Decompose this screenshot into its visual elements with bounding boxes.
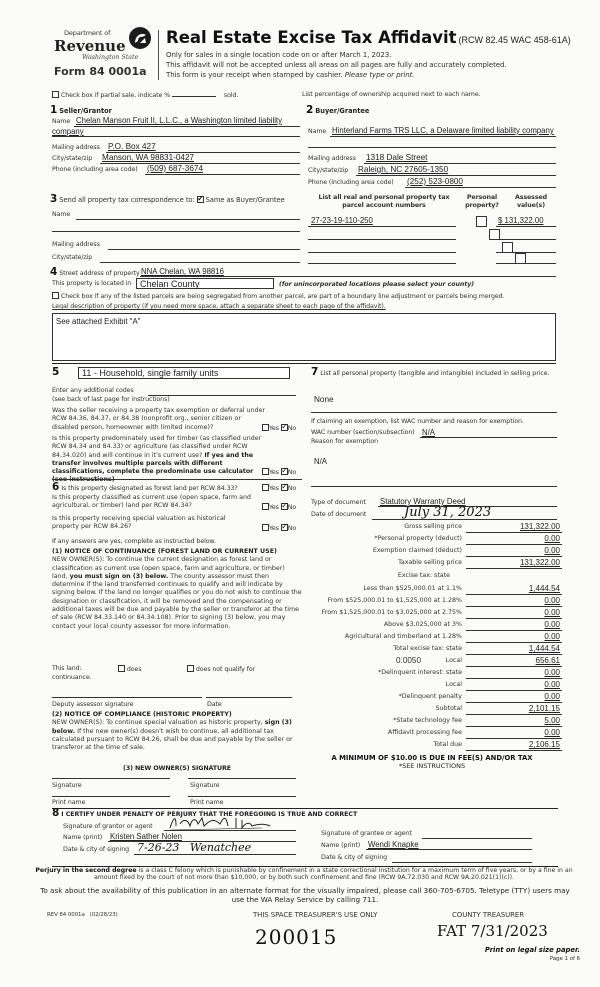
- exemption-claimed-row: Exemption claimed (deduct) 0.00: [372, 546, 560, 555]
- reason-label: Reason for exemption: [311, 438, 378, 445]
- property-street-row: 4 Street address of property: [50, 266, 140, 278]
- page-title: Real Estate Excise Tax Affidavit: [166, 28, 457, 47]
- seller-city-value[interactable]: Manson, WA 98831-0427: [102, 153, 195, 162]
- exemption-note: If claiming an exemption, list WAC number and reason for exemption.: [311, 418, 524, 425]
- delinquent-penalty-value[interactable]: 0.00: [544, 692, 560, 701]
- does-qualify-checkbox[interactable]: [118, 665, 125, 672]
- affidavit-processing-fee-row: Affidavit processing fee 0.00: [387, 728, 560, 737]
- personal-property-deduct-value[interactable]: 0.00: [544, 534, 560, 543]
- partial-sale-percent-field[interactable]: [172, 96, 216, 97]
- forest-q2: Is this property classified as current use (open space, farm and agricultural, or timber) land per RCW 84.34?: [52, 494, 251, 510]
- property-street-value[interactable]: NNA Chelan, WA 98816: [141, 267, 224, 276]
- forest-q3: Is this property receiving special valuation as historical property per RCW 84.26?: [52, 515, 226, 531]
- timber-yes-checkbox[interactable]: [262, 468, 269, 475]
- timber-no-checkbox[interactable]: [281, 468, 288, 475]
- this-land-label: This land:: [52, 665, 82, 672]
- logo-swirl-icon: [128, 26, 152, 50]
- deputy-date-field[interactable]: [206, 697, 292, 698]
- owner-signature-1-label: Signature: [52, 782, 82, 789]
- grantee-date-label: Date & city of signing: [321, 854, 387, 861]
- forest-yes-checkbox[interactable]: [262, 484, 269, 491]
- revision-label: REV 84 0001a (02/28/23): [47, 912, 118, 918]
- parcel-number-2[interactable]: [308, 239, 456, 240]
- forest-q1-row: 6 Is this property designated as forest land per RCW 84.33?: [52, 481, 238, 493]
- deputy-date-label: Date: [207, 701, 222, 708]
- receipt-number: 200015: [255, 925, 338, 949]
- doc-date-value[interactable]: July 31, 2023: [404, 505, 492, 520]
- buyer-mailing-label: Mailing address: [308, 155, 356, 162]
- owner-print-2-label: Print name: [190, 799, 224, 806]
- assessed-value-4[interactable]: [496, 263, 556, 264]
- exemption-yes-no: Yes ✓ No: [262, 424, 296, 433]
- total-due-value[interactable]: 2,106.15: [528, 740, 560, 749]
- accessibility-notice: To ask about the availability of this publication in an alternate format for the visually impaired, please call 360-705-6705. Teletype (TTY) users may use the WA Relay Service by calling 711.: [40, 886, 570, 904]
- seller-city-label: City/state/zip: [52, 155, 93, 162]
- correspondence-mailing-label: Mailing address: [52, 241, 100, 248]
- personal-property-heading: 7 List all personal property (tangible and intangible) included in selling price.: [311, 366, 550, 378]
- seller-name-value-2[interactable]: company: [52, 127, 84, 136]
- header-line-3: This form is your receipt when stamped by cashier. Please type or print.: [166, 70, 415, 79]
- assessed-value-2[interactable]: [496, 239, 556, 240]
- buyer-phone-label: Phone (including area code): [308, 179, 394, 186]
- owner-print-2-field[interactable]: [188, 796, 296, 797]
- forest-q2-yes-no: Yes ✓ No: [262, 503, 296, 512]
- state-technology-fee-value[interactable]: 5.00: [544, 716, 560, 725]
- segregated-checkbox[interactable]: [52, 292, 59, 299]
- agricultural-row: Agricultural and timberland at 1.28% 0.00: [344, 632, 560, 641]
- delinquent-interest-state-row: *Delinquent interest: state 0.00: [378, 668, 560, 677]
- additional-codes-label: Enter any additional codes: [52, 387, 134, 394]
- additional-codes-field[interactable]: [148, 395, 296, 396]
- buyer-mailing-value[interactable]: 1318 Dale Street: [366, 153, 428, 162]
- historic-yes-checkbox[interactable]: [262, 524, 269, 531]
- personal-property-deduct-row: *Personal property (deduct) 0.00: [374, 534, 560, 543]
- gross-selling-price-row: Gross selling price 131,322.00: [404, 522, 560, 531]
- land-use-code-select[interactable]: 11 - Household, single family units: [78, 367, 290, 379]
- grantee-signature-label: Signature of grantee or agent: [321, 830, 412, 837]
- buyer-city-value[interactable]: Raleigh, NC 27605-1350: [358, 165, 449, 174]
- treasurer-use-label: THIS SPACE TREASURER'S USE ONLY: [253, 911, 378, 919]
- delinquent-interest-local-value[interactable]: 0.00: [544, 680, 560, 689]
- legal-description-label: Legal description of property (if you need more space, attach a separate sheet to each page of the affidavit).: [52, 303, 386, 310]
- owner-print-1-label: Print name: [52, 799, 86, 806]
- assessed-value-3[interactable]: [496, 252, 556, 253]
- dor-logo: [50, 30, 160, 85]
- state-technology-fee-row: *State technology fee 5.00: [393, 716, 560, 725]
- segregated-row: Check box if any of the listed parcels are being segregated from another parcel, are part of a boundary line adjustment or parcels being merged.: [52, 292, 504, 301]
- seller-mailing-value[interactable]: P.O. Box 427: [108, 142, 156, 151]
- reason-value[interactable]: N/A: [314, 457, 327, 466]
- rate-4-row: Above $3,025,000 at 3% 0.00: [383, 620, 560, 629]
- grantee-name-label: Name (print): [321, 842, 361, 849]
- continuance-label: continuance.: [52, 674, 92, 681]
- county-treasurer-label: COUNTY TREASURER: [452, 911, 525, 919]
- delinquent-penalty-row: *Delinquent penalty 0.00: [398, 692, 560, 701]
- exemption-question: Was the seller receiving a property tax exemption or deferral under RCW 84.36, 84.37, or 84.38 (nonprofit org., senior citizen or disabled person, homeowner with limited income)?: [52, 407, 266, 431]
- use-code-num: 5: [52, 366, 60, 378]
- doc-date-label: Date of document: [311, 511, 367, 518]
- subtotal-value[interactable]: 2,101.15: [528, 704, 560, 713]
- treasurer-stamp: FAT 7/31/2023: [437, 922, 548, 940]
- grantor-signature-label: Signature of grantor or agent: [63, 823, 153, 830]
- timber-yes-no: Yes ✓ No: [262, 468, 296, 477]
- legal-description-field[interactable]: See attached Exhibit "A": [52, 313, 556, 361]
- grantee-signature-field[interactable]: [422, 838, 532, 839]
- correspondence-heading: 3 Send all property tax correspondence to: ✓ Same as Buyer/Grantee: [50, 193, 285, 206]
- gross-selling-price-value[interactable]: 131,322.00: [519, 522, 560, 531]
- title-ref: (RCW 82.45 WAC 458-61A): [458, 35, 571, 45]
- subtotal-row: Subtotal 2,101.15: [435, 704, 560, 713]
- rate-3-row: From $1,525,000.01 to $3,025,000 at 2.75% 0.00: [321, 608, 560, 617]
- rate-3-value[interactable]: 0.00: [544, 608, 560, 617]
- grantor-name-value[interactable]: Kristen Sather Nolen: [110, 832, 182, 841]
- seller-mailing-label: Mailing address: [52, 144, 100, 151]
- owner-signature-1-field[interactable]: [52, 778, 170, 779]
- local-rate: 0.0050: [396, 656, 422, 665]
- see-instructions-note: *SEE INSTRUCTIONS: [398, 762, 466, 770]
- correspondence-city-field[interactable]: [100, 262, 300, 263]
- forest-q3-yes-no: Yes ✓ No: [262, 524, 296, 533]
- seller-phone-label: Phone (including area code): [52, 166, 138, 173]
- same-as-buyer-checkbox[interactable]: [197, 196, 204, 203]
- delinquent-interest-state-value[interactable]: 0.00: [544, 668, 560, 677]
- does-not-qualify-checkbox[interactable]: [187, 665, 194, 672]
- assessed-value-1[interactable]: $ 131,322.00: [498, 216, 544, 225]
- personal-property-checkbox-1[interactable]: [476, 216, 487, 227]
- form-number: Form 84 0001a: [54, 65, 147, 78]
- buyer-name-label: Name: [308, 128, 327, 135]
- forest-note: If any answers are yes, complete as instructed below.: [52, 538, 216, 545]
- seller-name-label: Name: [52, 118, 71, 125]
- parcel-number-1[interactable]: 27-23-19-110-250: [311, 216, 373, 225]
- total-due-row: Total due 2,106.15: [433, 740, 560, 749]
- partial-sale-checkbox[interactable]: [52, 91, 59, 98]
- located-label: This property is located in: [52, 280, 132, 287]
- personal-property-value[interactable]: None: [314, 395, 334, 404]
- current-use-no-checkbox[interactable]: [281, 503, 288, 510]
- personal-col-header: Personal property?: [465, 194, 499, 209]
- doc-type-label: Type of document: [311, 499, 366, 506]
- header-line-1: Only for sales in a single location code on or after March 1, 2023.: [166, 50, 392, 59]
- excise-tax-state-heading: Excise tax: state: [397, 572, 450, 579]
- logo-revenue: Revenue: [54, 37, 126, 55]
- buyer-heading: 2 Buyer/Grantee: [306, 104, 370, 116]
- taxable-selling-price-row: Taxable selling price 131,322.00: [398, 558, 560, 567]
- parcel-number-4[interactable]: [308, 263, 456, 264]
- parcel-col-header: List all real and personal property tax parcel account numbers: [318, 194, 450, 209]
- local-tax-value[interactable]: 656.61: [535, 656, 560, 665]
- print-legal-note: Print on legal size paper.: [484, 946, 580, 954]
- doc-type-value[interactable]: Statutory Warranty Deed: [380, 497, 466, 506]
- notice-compliance: (2) NOTICE OF COMPLIANCE (HISTORIC PROPERTY) NEW OWNER(S): To continue special valuation as historic property, sign (3) below. If the new owner(s) doesn't wish to continue, all additional tax calculated pursuant to RCW 84.26, shall be due and payable by the seller or transferor at the time of sale.: [52, 711, 293, 752]
- deputy-signature-field[interactable]: [52, 697, 202, 698]
- deputy-signature-label: Deputy assessor signature: [52, 701, 134, 708]
- owner-print-1-field[interactable]: [52, 796, 170, 797]
- perjury-notice: Perjury in the second degree is a class C felony which is punishable by confinement in a state correctional institution for a maximum term of five years, or by a fine in an amount fixed by the court of not more than $10,000, or by both such confinement and fine (RCW 9A.72.030 and RCW 9A.20.021(1)(c)).: [35, 867, 573, 882]
- new-owner-signature-heading: (3) NEW OWNER(S) SIGNATURE: [123, 765, 231, 772]
- correspondence-name-field[interactable]: [76, 219, 300, 220]
- local-tax-row: 0.0050 Local 656.61: [396, 656, 560, 665]
- rate-2-row: From $525,000.01 to $1,525,000 at 1.28% 0.00: [327, 596, 560, 605]
- forest-no-checkbox[interactable]: [281, 484, 288, 491]
- notice-continuance: (1) NOTICE OF CONTINUANCE (FOREST LAND OR CURRENT USE) NEW OWNER(S): To continue the current designation as forest land or classification as current use (open space, farm and agriculture, or timber) land, you must sign on (3) below. The county assessor must then determine if the land transferred continues to qualify and will indicate by signing below. If the land no longer qualifies or you do not wish to continue the designation or classification, it will be removed and the compensating or additional taxes will be due and payable by the seller or transferor at the time of sale (RCW 84.33.140 or 84.34.108). Prior to signing (3) below, you may contact your local county assessor for more information.: [52, 548, 302, 630]
- seller-phone-value[interactable]: (509) 687-3674: [147, 164, 203, 173]
- grantor-date-value[interactable]: 7-26-23 Wenatchee: [137, 841, 252, 854]
- owner-signature-2-label: Signature: [190, 782, 220, 789]
- parcel-number-3[interactable]: [308, 252, 456, 253]
- agricultural-value[interactable]: 0.00: [544, 632, 560, 641]
- owner-signature-2-field[interactable]: [188, 778, 296, 779]
- header-line-2: This affidavit will not be accepted unless all areas on all pages are fully and accurately completed.: [166, 60, 507, 69]
- affidavit-processing-fee-value[interactable]: 0.00: [544, 728, 560, 737]
- does-not-qualify: does not qualify for: [187, 665, 255, 674]
- assessed-col-header: Assessed value(s): [514, 194, 548, 209]
- correspondence-city-label: City/state/zip: [52, 254, 93, 261]
- located-note: (for unincorporated locations please select your county): [279, 281, 474, 288]
- wac-value[interactable]: N/A: [422, 428, 435, 437]
- grantor-signature[interactable]: [166, 814, 276, 830]
- forest-q1-yes-no: Yes ✓ No: [262, 484, 296, 493]
- delinquent-interest-local-row: Local 0.00: [445, 680, 560, 689]
- minimum-due-note: A MINIMUM OF $10.00 IS DUE IN FEE(S) AND/OR TAX: [331, 754, 533, 762]
- grantor-name-label: Name (print): [63, 834, 103, 841]
- timber-question: Is this property predominately used for timber (as classified under RCW 84.34 and 84.33) or agriculture (as classified under RCW 84.34.020) and will continue in it's current use? If yes and the transfer involves multiple parcels with different classifications, complete the predominate use calculator (see instructions): [52, 435, 262, 484]
- historic-no-checkbox[interactable]: [281, 524, 288, 531]
- exemption-no-checkbox[interactable]: [281, 424, 288, 431]
- seller-name-value[interactable]: Chelan Manson Fruit II, L.L.C., a Washington limited liability: [76, 116, 282, 125]
- does-qualify: does: [118, 665, 142, 674]
- header-divider: [158, 30, 159, 80]
- total-excise-state-row: Total excise tax: state 1,444.54: [393, 644, 560, 653]
- logo-state: Washington State: [82, 54, 139, 61]
- taxable-selling-price-value[interactable]: 131,322.00: [519, 558, 560, 567]
- rate-2-value[interactable]: 0.00: [544, 596, 560, 605]
- grantee-date-field[interactable]: [392, 862, 532, 863]
- page-number: Page 1 of 6: [549, 956, 580, 962]
- additional-codes-note: (see back of last page for instructions): [52, 396, 170, 403]
- certify-heading: 8 I CERTIFY UNDER PENALTY OF PERJURY THAT THE FOREGOING IS TRUE AND CORRECT: [52, 807, 358, 819]
- buyer-phone-value[interactable]: (252) 523-0800: [407, 177, 463, 186]
- correspondence-name-label: Name: [52, 211, 71, 218]
- exemption-claimed-value[interactable]: 0.00: [544, 546, 560, 555]
- partial-sale-row: Check box if partial sale, indicate % sold.: [52, 91, 238, 100]
- logo-dept-of: Department of: [64, 29, 111, 37]
- buyer-city-label: City/state/zip: [308, 167, 349, 174]
- grantee-name-value[interactable]: Wendi Knapke: [368, 840, 419, 849]
- grantor-date-label: Date & city of signing: [63, 846, 129, 853]
- page-title-row: [166, 28, 571, 48]
- rate-1-row: Less than $525,000.01 at 1.1% 1,444.54: [363, 584, 560, 593]
- correspondence-mailing-field[interactable]: [108, 249, 300, 250]
- rate-4-value[interactable]: 0.00: [544, 620, 560, 629]
- wac-label: WAC number (section/subsection): [311, 429, 415, 436]
- ownership-note: List percentage of ownership acquired next to each name.: [302, 91, 481, 98]
- exemption-yes-checkbox[interactable]: [262, 424, 269, 431]
- current-use-yes-checkbox[interactable]: [262, 503, 269, 510]
- seller-heading: 1 Seller/Grantor: [50, 104, 112, 116]
- total-excise-state-value[interactable]: 1,444.54: [528, 644, 560, 653]
- buyer-name-value[interactable]: Hinterland Farms TRS LLC, a Delaware limited liability company: [332, 126, 554, 135]
- rate-1-value[interactable]: 1,444.54: [528, 584, 560, 593]
- county-select[interactable]: Chelan County: [136, 278, 274, 289]
